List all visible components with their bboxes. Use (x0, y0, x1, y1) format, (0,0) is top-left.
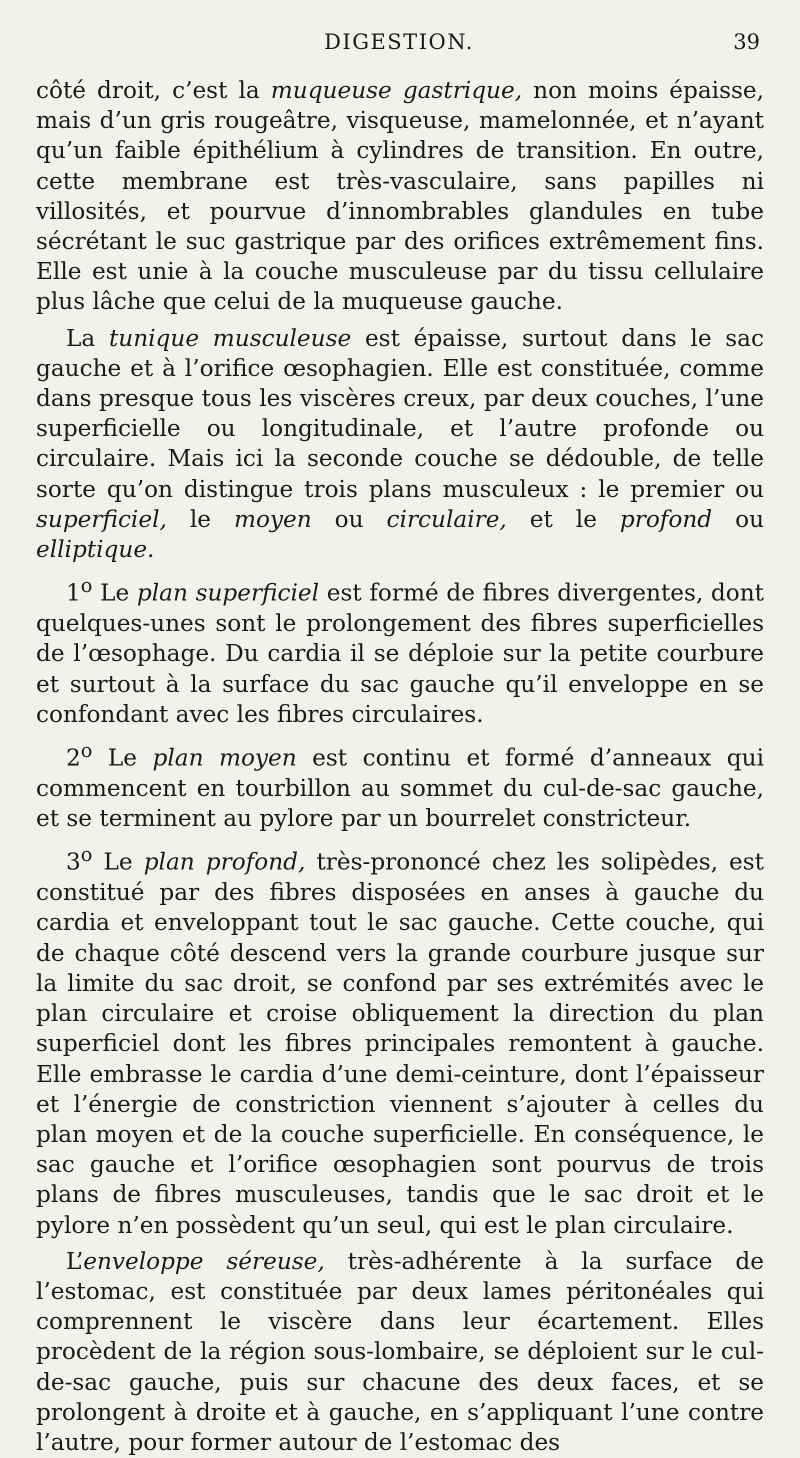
italic-term: profond (619, 505, 713, 533)
paragraph (36, 76, 764, 318)
paragraph (36, 840, 764, 1240)
list-number: 3 (66, 849, 81, 877)
italic-term: plan superficiel (136, 579, 320, 607)
list-number: 1 (66, 579, 81, 607)
body-text (36, 76, 764, 1458)
text-run: ou (311, 505, 387, 533)
text-run: et le (506, 505, 620, 533)
text-run: le (166, 505, 234, 533)
italic-term: enveloppe séreuse, (83, 1247, 325, 1275)
text-run: est épaisse, surtout dans le sac gauche et à l’orifice œsophagien. Elle est constituée, comme dans presque tous les viscères creux, par deux couches, l’une superficielle ou longitudinale, et l’autre profonde ou circulaire. Mais ici la seconde couche se dédouble, de telle sorte qu’on distingue trois plans musculeux : le premier ou (36, 324, 764, 503)
ordinal-marker: o (80, 574, 93, 598)
page-number: 39 (733, 30, 760, 54)
text-run: très-prononcé chez les solipèdes, est constitué par des fibres disposées en anses à gauche du cardia et enveloppant tout le sac gauche. Cette couche, qui de chaque côté descend vers la grande courbure jusque sur la limite du sac droit, se confond par ses extrémités avec le plan circulaire et croise obliquement la direction du plan superficiel dont les fibres principales remontent à gauche. Elle embrasse le cardia d’une demi-ceinture, dont l’épaisseur et l’énergie de constriction viennent s’ajouter à celles du plan moyen et de la couche superficielle. En conséquence, le sac gauche et l’orifice œsophagien sont pourvus de trois plans de fibres musculeuses, tandis que le sac droit et le pylore n’en possèdent qu’un seul, qui est le plan circulaire. (36, 849, 764, 1239)
italic-term: tunique musculeuse (108, 324, 352, 352)
text-run: Le (92, 744, 153, 772)
page-header (38, 30, 760, 64)
italic-term: muqueuse gastrique, (270, 77, 523, 104)
paragraph (36, 571, 764, 730)
text-run: La (66, 324, 109, 352)
italic-term: moyen (233, 505, 312, 533)
italic-term: superficiel, (36, 505, 167, 533)
ordinal-marker: o (80, 843, 93, 867)
paragraph (36, 1247, 764, 1458)
text-run: est formé de fibres divergentes, dont quelques-unes sont le prolongement des fibres superficielles de l’œsophage. Du cardia il se déploie sur la petite courbure et surtout à la surface du sac gauche qu’il enveloppe en se confondant avec les fibres circulaires. (36, 579, 764, 728)
list-number: 2 (66, 744, 81, 772)
text-run: non moins épaisse, mais d’un gris rougeâtre, visqueuse, mamelonnée, et n’ayant qu’un faible épithélium à cylindres de transition. En outre, cette membrane est très-vasculaire, sans papilles ni villosités, et pourvue d’innombrables glandules en tube sécrétant le suc gastrique par des orifices extrêmement fins. Elle est unie à la couche musculeuse par du tissu cellulaire plus lâche que celui de la muqueuse gauche. (36, 77, 764, 316)
text-run: Le (92, 849, 144, 877)
paragraph (36, 324, 764, 566)
text-run: ou (712, 505, 765, 533)
paragraph (36, 736, 764, 834)
text-run: côté droit, c’est la (36, 77, 271, 104)
italic-term: elliptique. (36, 536, 155, 564)
italic-term: circulaire, (386, 505, 507, 533)
text-run: est continu et formé d’anneaux qui commencent en tourbillon au sommet du cul-de-sac gauche, et se terminent au pylore par un bourrelet constricteur. (36, 744, 764, 833)
ordinal-marker: o (80, 739, 93, 762)
text-run: très-adhérente à la surface de l’estomac, est constituée par deux lames péritonéales qui comprennent le viscère dans leur écartement. Elles procèdent de la région sous-lombaire, se déploient sur le cul-de-sac gauche, puis sur chacune des deux faces, et se prolongent à droite et à gauche, en s’appliquant l’une contre l’autre, pour former autour de l’estomac des (36, 1247, 764, 1456)
running-head: DIGESTION. (324, 30, 474, 54)
text-run: Le (92, 579, 137, 607)
text-run: L’ (66, 1247, 84, 1275)
italic-term: plan moyen (152, 744, 297, 772)
italic-term: plan profond, (143, 849, 306, 877)
